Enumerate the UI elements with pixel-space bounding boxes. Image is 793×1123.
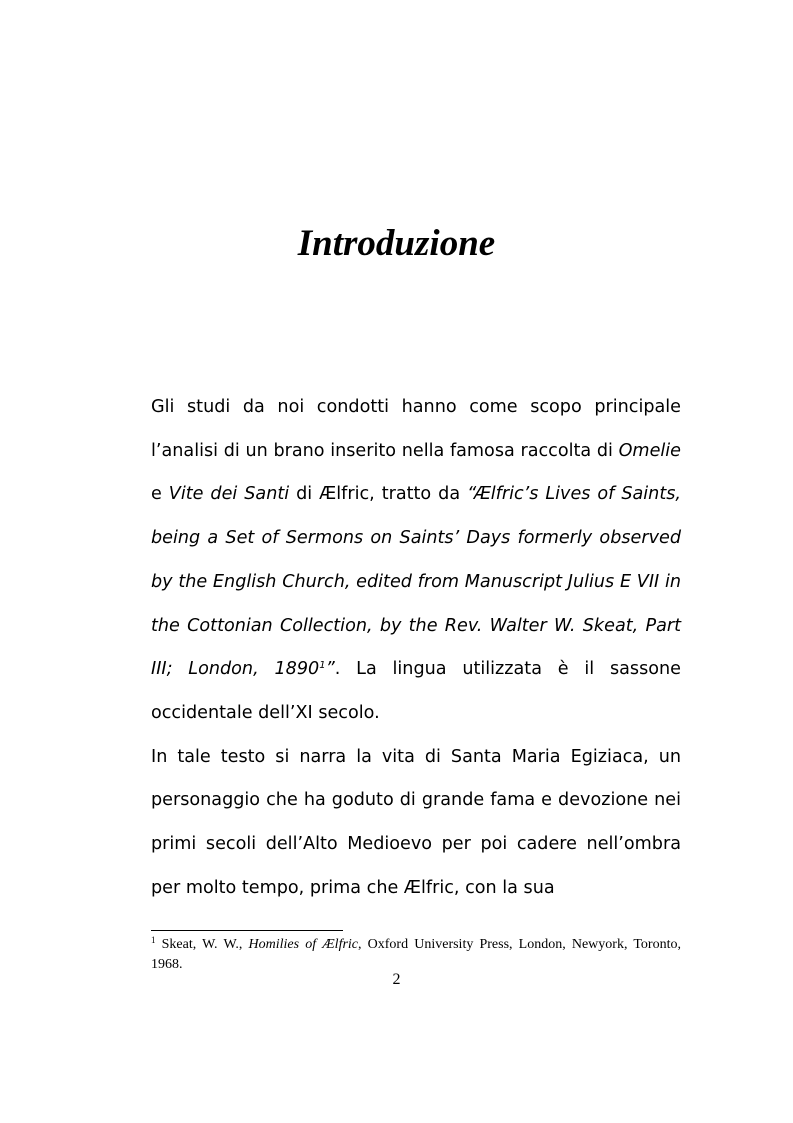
italic-close-quote: ” <box>325 659 335 680</box>
paragraph-2: In tale testo si narra la vita di Santa Maria Egiziaca, un personaggio che ha goduto di grande fama e devozione nei primi secoli dell’Alto Medioevo per poi cadere nell’ombra per molto tempo, prima che Ælfric, con la sua <box>151 746 681 898</box>
paragraph-1-text: Gli studi da noi condotti hanno come scopo principale l’analisi di un brano inserito nella famosa raccolta di <box>151 397 681 461</box>
paragraph-1-text: e <box>151 484 169 505</box>
footnote-text: , Oxford University Press, London, Newyork, Toronto, 1968. <box>151 937 681 972</box>
italic-omelie: Omelie <box>618 440 681 461</box>
page-title: Introduzione <box>297 223 496 264</box>
footnote-text: Skeat, W. W., <box>155 937 249 952</box>
italic-book-title: “Ælfric’s Lives of Saints, being a Set of Sermons on Saints’ Days formerly observed by the English Church, edited from Manuscript Julius E VII in the Cottonian Collection, by the Rev. Walter W. Skeat, Part III; London, 1890 <box>151 484 681 680</box>
paragraph-1-text: . La lingua utilizzata è il sassone occidentale dell’XI secolo. <box>151 659 681 723</box>
paragraph-1 <box>151 386 681 736</box>
page-number: 2 <box>392 971 401 988</box>
paragraph-1-text: di Ælfric, tratto da <box>289 484 468 505</box>
footnote-italic-title: Homilies of Ælfric <box>248 937 359 952</box>
footnote-mark: 1 <box>151 935 156 945</box>
footnote-reference: 1 <box>319 660 326 672</box>
footnote-separator <box>151 930 343 931</box>
italic-vite-dei-santi: Vite dei Santi <box>168 484 290 505</box>
footnote <box>151 935 681 975</box>
body-text <box>151 386 681 910</box>
